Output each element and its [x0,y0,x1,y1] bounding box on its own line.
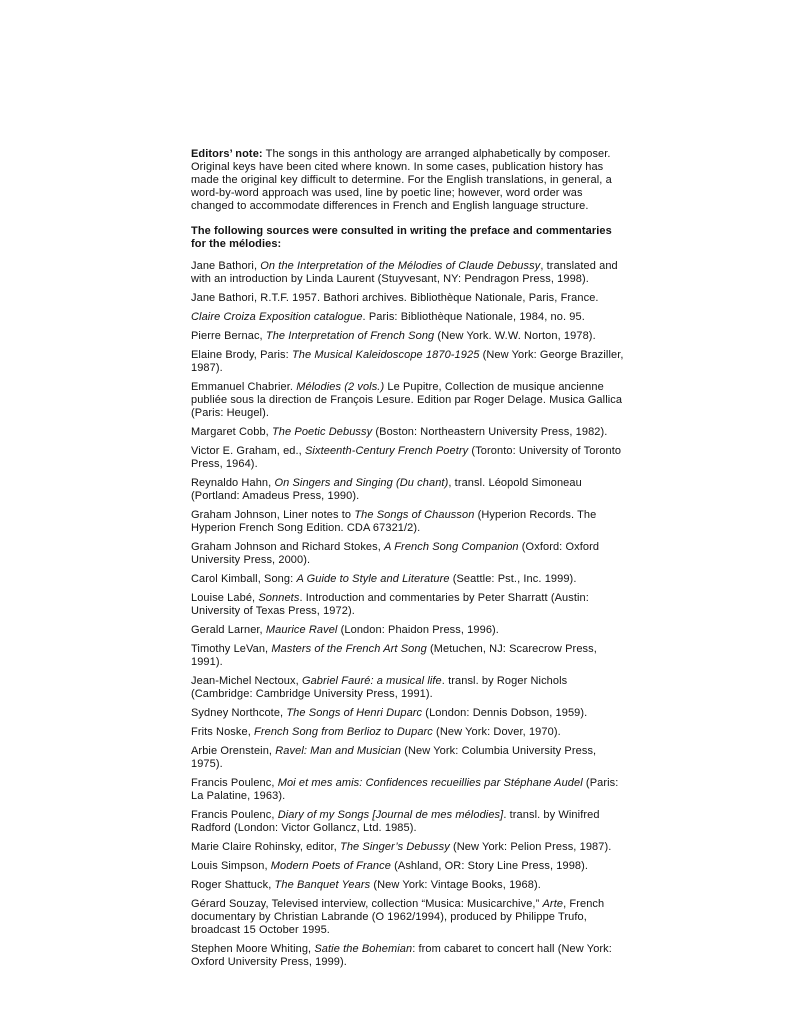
entry-text: Frits Noske, [191,726,255,738]
entry-text: . transl. by Roger Nichols (Cambridge: Cambridge University Press, 1991). [191,675,568,700]
entry-text: (Metuchen, NJ: Scarecrow Press, 1991). [191,643,597,668]
entry-text: (New York: George Braziller, 1987). [191,349,624,374]
entry-text: (New York: Columbia University Press, 1975). [191,745,597,770]
bibliography-entry [191,292,628,305]
bibliography-entry [191,943,628,969]
entry-text: Sydney Northcote, [191,707,287,719]
bibliography-entry [191,624,628,637]
entry-title-italic: The Singer’s Debussy [340,841,450,853]
entry-text: . transl. by Winifred Radford (London: Victor Gollancz, Ltd. 1985). [191,809,600,834]
entry-text: (New York. W.W. Norton, 1978). [434,330,596,342]
entry-title-italic: The Songs of Henri Duparc [286,707,423,719]
entry-text: Stephen Moore Whiting, [191,943,315,955]
entry-text: Timothy LeVan, [191,643,272,655]
bibliography-entry [191,381,628,420]
entry-text: Graham Johnson, Liner notes to [191,509,355,521]
entry-text: Roger Shattuck, [191,879,275,891]
editors-note [191,148,628,213]
entry-title-italic: The Songs of Chausson [354,509,475,521]
entry-title-italic: French Song from Berlioz to Duparc [254,726,433,738]
bibliography-entry [191,809,628,835]
entry-title-italic: Ravel: Man and Musician [275,745,402,757]
entry-text: Jane Bathori, [191,260,261,272]
sources-heading: The following sources were consulted in writing the preface and commentaries for the mélodies: [191,225,612,250]
bibliography-entry [191,879,628,892]
bibliography-entry [191,675,628,701]
entry-text: Louis Simpson, [191,860,271,872]
entry-text: Arbie Orenstein, [191,745,276,757]
entry-text: Emmanuel Chabrier. [191,381,297,393]
sources-list [191,260,628,969]
bibliography-entry [191,898,628,937]
entry-text: (Hyperion Records. The Hyperion French Song Edition. CDA 67321/2). [191,509,597,534]
entry-title-italic: Arte [542,898,564,910]
page-content [191,148,628,975]
bibliography-entry [191,707,628,720]
entry-text: (New York: Vintage Books, 1968). [370,879,541,891]
bibliography-entry [191,592,628,618]
entry-text: Gérard Souzay, Televised interview, collection “Musica: Musicarchive,” [191,898,543,910]
bibliography-entry [191,726,628,739]
entry-title-italic: Maurice Ravel [265,624,338,636]
entry-text: Jane Bathori, R.T.F. 1957. Bathori archives. Bibliothèque Nationale, Paris, France. [191,292,599,304]
entry-text: (Ashland, OR: Story Line Press, 1998). [390,860,589,872]
entry-text: (Boston: Northeastern University Press, 1982). [372,426,608,438]
entry-title-italic: Diary of my Songs [Journal de mes mélodies] [277,809,504,821]
entry-text: , translated and with an introduction by Linda Laurent (Stuyvesant, NY: Pendragon Press, 1998). [191,260,618,285]
entry-text: . Paris: Bibliothèque Nationale, 1984, no. 95. [362,311,585,323]
editors-note-text: The songs in this anthology are arranged alphabetically by composer. Original keys have been cited where known. In some cases, publication history has made the original key difficult to determine. For the English translations, in general, a word-by-word approach was used, line by poetic line; however, word order was changed to accommodate differences in French and English language structure. [191,148,612,212]
bibliography-entry [191,426,628,439]
entry-text: Elaine Brody, Paris: [191,349,292,361]
entry-text: (Paris: La Palatine, 1963). [191,777,619,802]
entry-title-italic: Claire Croiza Exposition catalogue [191,311,363,323]
entry-title-italic: The Musical Kaleidoscope 1870-1925 [291,349,480,361]
entry-text: Louise Labé, [191,592,259,604]
entry-title-italic: Sonnets [258,592,300,604]
editors-note-label: Editors’ note: [191,148,263,160]
entry-text: Francis Poulenc, [191,809,278,821]
entry-title-italic: On Singers and Singing (Du chant) [274,477,449,489]
entry-text: Gerald Larner, [191,624,266,636]
entry-text: Carol Kimball, Song: [191,573,297,585]
bibliography-entry [191,860,628,873]
entry-title-italic: On the Interpretation of the Mélodies of Claude Debussy [260,260,541,272]
entry-text: (Oxford: Oxford University Press, 2000). [191,541,600,566]
entry-title-italic: Satie the Bohemian [314,943,413,955]
bibliography-entry [191,477,628,503]
entry-title-italic: Masters of the French Art Song [271,643,427,655]
entry-text: Jean-Michel Nectoux, [191,675,302,687]
bibliography-entry [191,330,628,343]
entry-text: Graham Johnson and Richard Stokes, [191,541,385,553]
entry-title-italic: Sixteenth-Century French Poetry [304,445,469,457]
entry-text: (Seattle: Pst., Inc. 1999). [449,573,577,585]
entry-title-italic: The Interpretation of French Song [265,330,435,342]
entry-title-italic: Modern Poets of France [270,860,391,872]
bibliography-entry [191,349,628,375]
entry-text: (London: Dennis Dobson, 1959). [422,707,588,719]
entry-text: Le Pupitre, Collection de musique ancienne publiée sous la direction de François Lesure. Edition par Roger Delage. Musica Gallica (Paris: Heugel). [191,381,623,419]
entry-title-italic: A Guide to Style and Literature [296,573,450,585]
bibliography-entry [191,777,628,803]
bibliography-entry [191,841,628,854]
entry-title-italic: A French Song Companion [384,541,519,553]
entry-title-italic: Moi et mes amis: Confidences recueillies par Stéphane Audel [277,777,583,789]
bibliography-entry [191,509,628,535]
entry-title-italic: The Poetic Debussy [271,426,373,438]
entry-text: Victor E. Graham, ed., [191,445,305,457]
entry-text: Margaret Cobb, [191,426,272,438]
bibliography-entry [191,445,628,471]
entry-text: (New York: Pelion Press, 1987). [449,841,612,853]
entry-text: Reynaldo Hahn, [191,477,275,489]
bibliography-entry [191,311,628,324]
entry-text: Francis Poulenc, [191,777,278,789]
bibliography-entry [191,541,628,567]
entry-text: , French documentary by Christian Labrande (O 1962/1994), produced by Philippe Trufo, broadcast 15 October 1995. [191,898,605,936]
bibliography-entry [191,745,628,771]
entry-text: Marie Claire Rohinsky, editor, [191,841,341,853]
entry-title-italic: Mélodies (2 vols.) [296,381,385,393]
entry-text: : from cabaret to concert hall (New York: Oxford University Press, 1999). [191,943,612,968]
entry-text: (New York: Dover, 1970). [432,726,561,738]
entry-text: (Toronto: University of Toronto Press, 1964). [191,445,622,470]
entry-title-italic: The Banquet Years [274,879,371,891]
bibliography-entry [191,643,628,669]
entry-text: . Introduction and commentaries by Peter Sharratt (Austin: University of Texas Press, 1972). [191,592,589,617]
entry-title-italic: Gabriel Fauré: a musical life [301,675,442,687]
bibliography-entry [191,260,628,286]
entry-text: , transl. Léopold Simoneau (Portland: Amadeus Press, 1990). [191,477,582,502]
entry-text: (London: Phaidon Press, 1996). [337,624,499,636]
bibliography-entry [191,573,628,586]
entry-text: Pierre Bernac, [191,330,266,342]
